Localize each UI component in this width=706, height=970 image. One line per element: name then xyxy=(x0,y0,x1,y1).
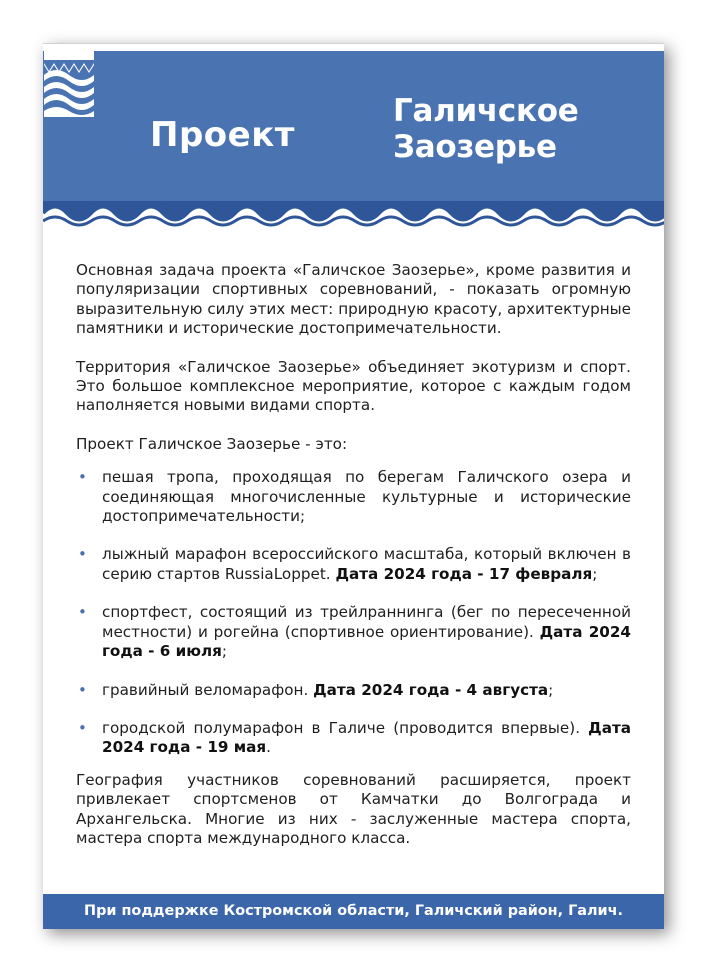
geography-paragraph: География участников соревнований расширяется, проект привлекает спортсменов от Камчатки до Волгограда и Архангельска. Многие из них - заслуженные мастера спорта, мастера спорта международного класса. xyxy=(76,770,631,847)
list-item-end: ; xyxy=(548,680,554,699)
list-item xyxy=(76,468,631,526)
event-date: Дата 2024 года - 19 мая xyxy=(102,718,631,757)
list-item-text: гравийный веломарафон. xyxy=(102,680,314,699)
project-label: Проект xyxy=(150,115,295,155)
intro-paragraph: Основная задача проекта «Галичское Заозерье», кроме развития и популяризации спортивных соревнований, - показать огромную выразительную силу этих мест: природную красоту, архитектурные памятники и исторические достопримечательности. xyxy=(76,261,631,338)
list-item-text: городской полумарафон в Галиче (проводится впервые). xyxy=(102,718,589,737)
bullet-icon: • xyxy=(78,718,87,737)
territory-paragraph: Территория «Галичское Заозерье» объединяет экотуризм и спорт. Это большое комплексное мероприятие, которое с каждым годом наполняется новыми видами спорта. xyxy=(76,357,631,415)
logo-wordmark xyxy=(393,93,578,165)
galichskoe-zaozerye-emblem-icon xyxy=(43,51,95,117)
list-item-text: спортфест, состоящий из трейлраннинга (бег по пересеченной местности) и рогейна (спортивное ориентирование). xyxy=(102,603,631,641)
flyer-page xyxy=(43,43,664,929)
list-item-text: лыжный марафон всероссийского масштаба, который включен в серию стартов RussiaLoppet. xyxy=(102,545,631,583)
bullet-icon: • xyxy=(78,468,87,487)
body-content xyxy=(76,261,631,867)
top-edge xyxy=(43,43,664,51)
list-item-text: пешая тропа, проходящая по берегам Галичского озера и соединяющая многочисленные культурные и исторические достопримечательности; xyxy=(102,468,631,526)
list-item-end: . xyxy=(266,738,271,757)
event-date: Дата 2024 года - 4 августа xyxy=(313,680,549,699)
event-date: Дата 2024 года - 6 июля xyxy=(102,622,632,661)
list-item xyxy=(76,545,631,584)
logo-line-2: Заозерье xyxy=(393,129,557,165)
list-item-end: ; xyxy=(592,564,598,583)
project-list xyxy=(76,468,631,757)
footer-banner: При поддержке Костромской области, Галичский район, Галич. xyxy=(43,894,664,929)
logo-line-1: Галичское xyxy=(393,93,579,129)
bullet-icon: • xyxy=(78,680,87,699)
list-intro: Проект Галичское Заозерье - это: xyxy=(76,434,348,453)
list-item xyxy=(76,719,631,758)
bullet-icon: • xyxy=(78,603,87,622)
list-item xyxy=(76,603,631,661)
header-band xyxy=(43,51,664,246)
list-item-end: ; xyxy=(221,642,228,661)
bullet-icon: • xyxy=(78,545,87,564)
event-date: Дата 2024 года - 17 февраля xyxy=(335,564,593,583)
list-item xyxy=(76,681,631,700)
